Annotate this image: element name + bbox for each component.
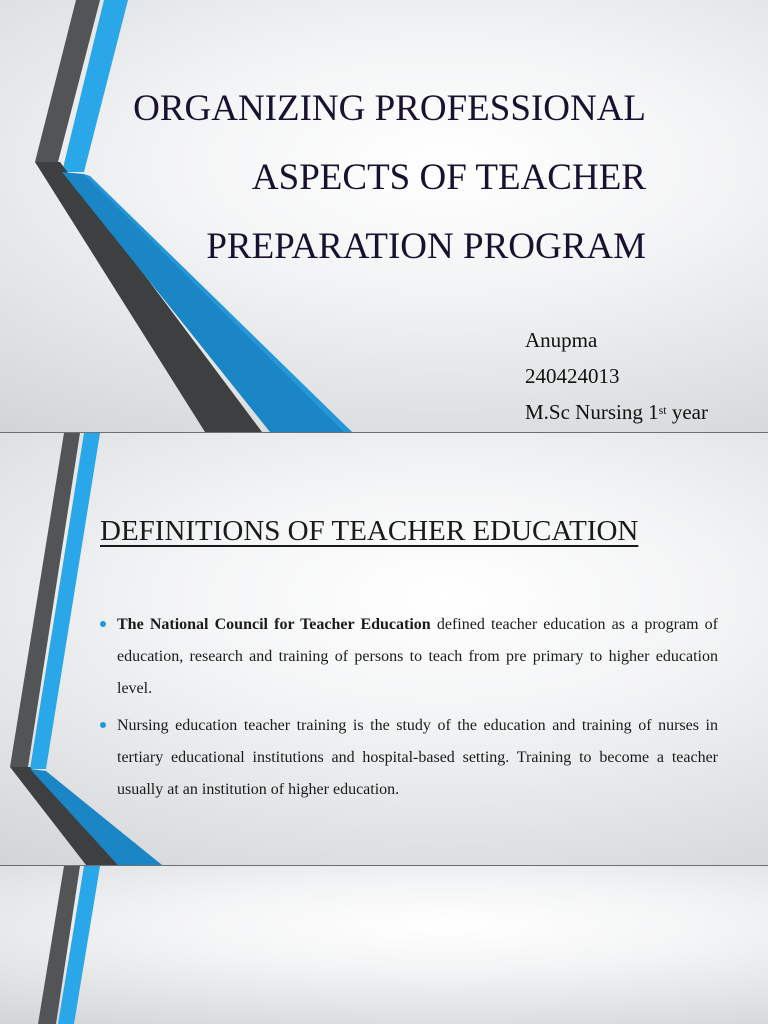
- definition-list: [100, 609, 718, 811]
- course-prefix: M.Sc Nursing 1: [525, 400, 659, 424]
- title-line-3: PREPARATION PROGRAM: [206, 226, 646, 267]
- bullet-text: Nursing education teacher training is the study of the education and training of nurses in tertiary educational institutions and hospital-based setting. Training to become a teacher usually at an institution of higher education.: [117, 717, 718, 798]
- bullet-text: defined teacher education as a program of education, research and training of persons to teach from pre primary to higher education level.: [117, 616, 718, 697]
- bullet-icon: [100, 621, 106, 627]
- decorative-stripes: [0, 866, 768, 1024]
- title-line-2: ASPECTS OF TEACHER: [251, 157, 646, 198]
- presenter-info: [525, 322, 708, 430]
- title-slide: [0, 0, 768, 432]
- course-line: [525, 394, 708, 430]
- definitions-slide: [0, 433, 768, 865]
- bullet-icon: [100, 722, 106, 728]
- roll-number: 240424013: [525, 364, 620, 388]
- slide-heading: DEFINITIONS OF TEACHER EDUCATION: [100, 515, 639, 547]
- course-suffix: year: [666, 400, 708, 424]
- list-item: [100, 710, 718, 806]
- author-name: Anupma: [525, 328, 598, 352]
- bullet-bold-text: The National Council for Teacher Education: [117, 616, 431, 633]
- next-slide-partial: [0, 866, 768, 1024]
- title-line-1: ORGANIZING PROFESSIONAL: [133, 88, 646, 129]
- course-superscript: st: [658, 403, 667, 417]
- list-item: [100, 609, 718, 705]
- presentation-title: [110, 74, 646, 281]
